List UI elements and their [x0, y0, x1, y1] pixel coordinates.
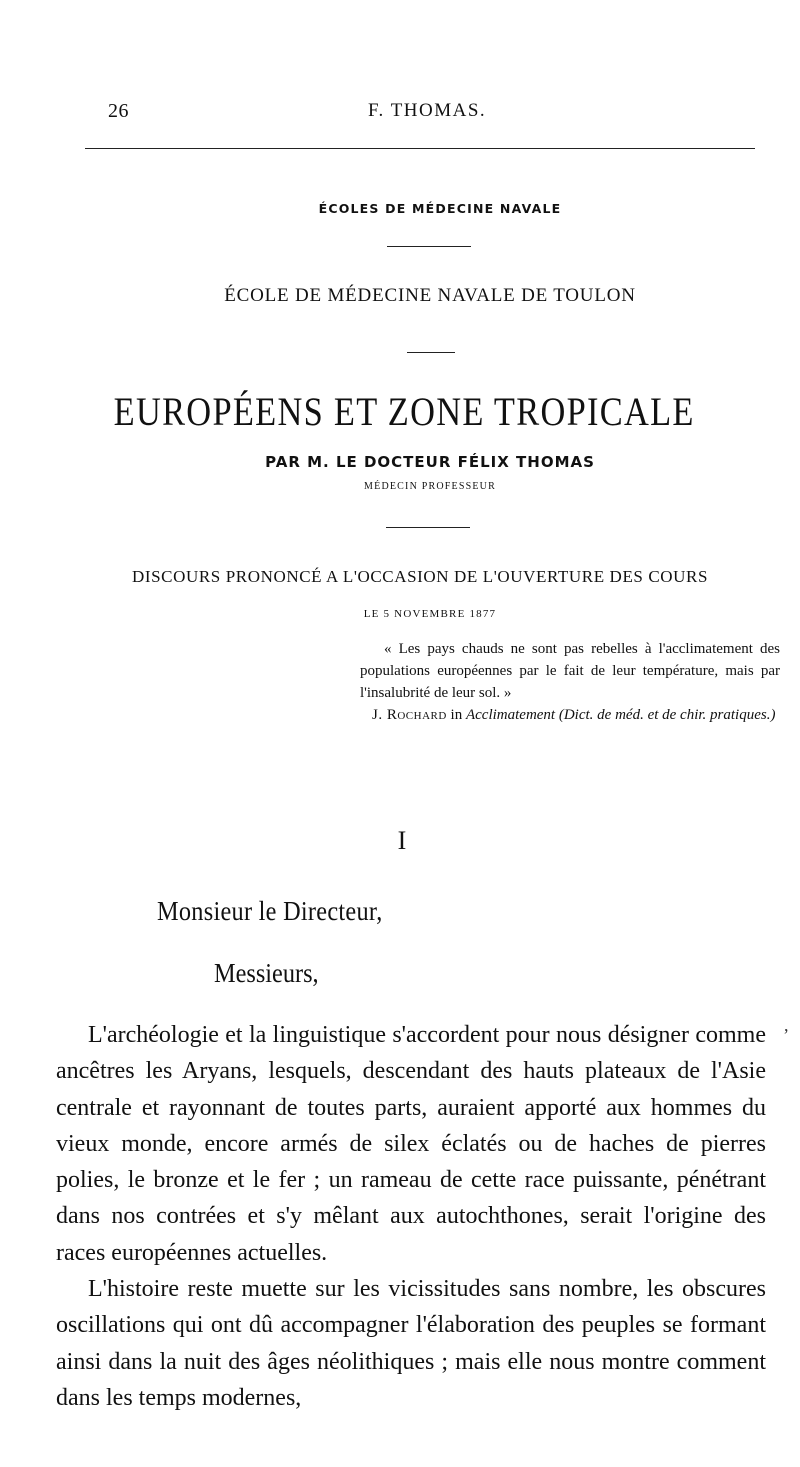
epigraph-work: Acclimatement (Dict. de méd. et de chir. pratiques.) [465, 707, 776, 723]
epigraph [360, 638, 780, 726]
divider-rule [386, 527, 470, 528]
paragraph: L'histoire reste muette sur les vicissitudes sans nombre, les obscures oscillations qui ont dû accompagner l'élaboration des peuples se formant ainsi dans la nuit des âges néolithiques ; mais elle nous montre comment dans les temps modernes, [56, 1276, 766, 1411]
salutation-gentlemen: Messieurs, [214, 958, 319, 988]
epigraph-quote: « Les pays chauds ne sont pas rebelles à l'acclimatement des populations européennes par le fait de leur température, mais par l'insalubrité de leur sol. » [360, 641, 780, 701]
header-rule [85, 148, 755, 149]
epigraph-in: in [450, 707, 463, 723]
running-title: F. THOMAS. [368, 100, 487, 121]
margin-mark: , [784, 1015, 789, 1035]
discourse-heading: DISCOURS PRONONCÉ A L'OCCASION DE L'OUVERTURE DES COURS [131, 567, 709, 586]
date-line: LE 5 NOVEMBRE 1877 [363, 608, 497, 620]
salutation-director: Monsieur le Directeur, [157, 896, 383, 926]
author-line: PAR M. LE DOCTEUR FÉLIX THOMAS [265, 453, 595, 471]
epigraph-author: J. Rochard [372, 707, 447, 723]
paragraph: L'archéologie et la linguistique s'accordent pour nous désigner comme ancêtres les Aryans, lesquels, descendant des hauts plateaux de l'Asie centrale et rayonnant de toutes parts, auraient apporté aux hommes du vieux monde, encore armés de silex éclatés ou de haches de pierres polies, le bronze et le fer ; un rameau de cette race puissante, pénétrant dans nos contrées et s'y mêlant aux autochthones, serait l'origine des races européennes actuelles. [56, 1022, 766, 1266]
page-number: 26 [108, 100, 129, 122]
series-heading: ÉCOLES DE MÉDECINE NAVALE [318, 201, 562, 216]
main-title: EUROPÉENS ET ZONE TROPICALE [113, 389, 695, 434]
school-name: ÉCOLE DE MÉDECINE NAVALE DE TOULON [224, 285, 636, 306]
body-text [56, 1017, 766, 1416]
divider-rule [407, 352, 455, 353]
epigraph-source [372, 704, 780, 726]
author-role: MÉDECIN PROFESSEUR [364, 481, 496, 492]
divider-rule [387, 246, 471, 247]
running-head [108, 100, 758, 130]
section-numeral: I [397, 826, 407, 855]
